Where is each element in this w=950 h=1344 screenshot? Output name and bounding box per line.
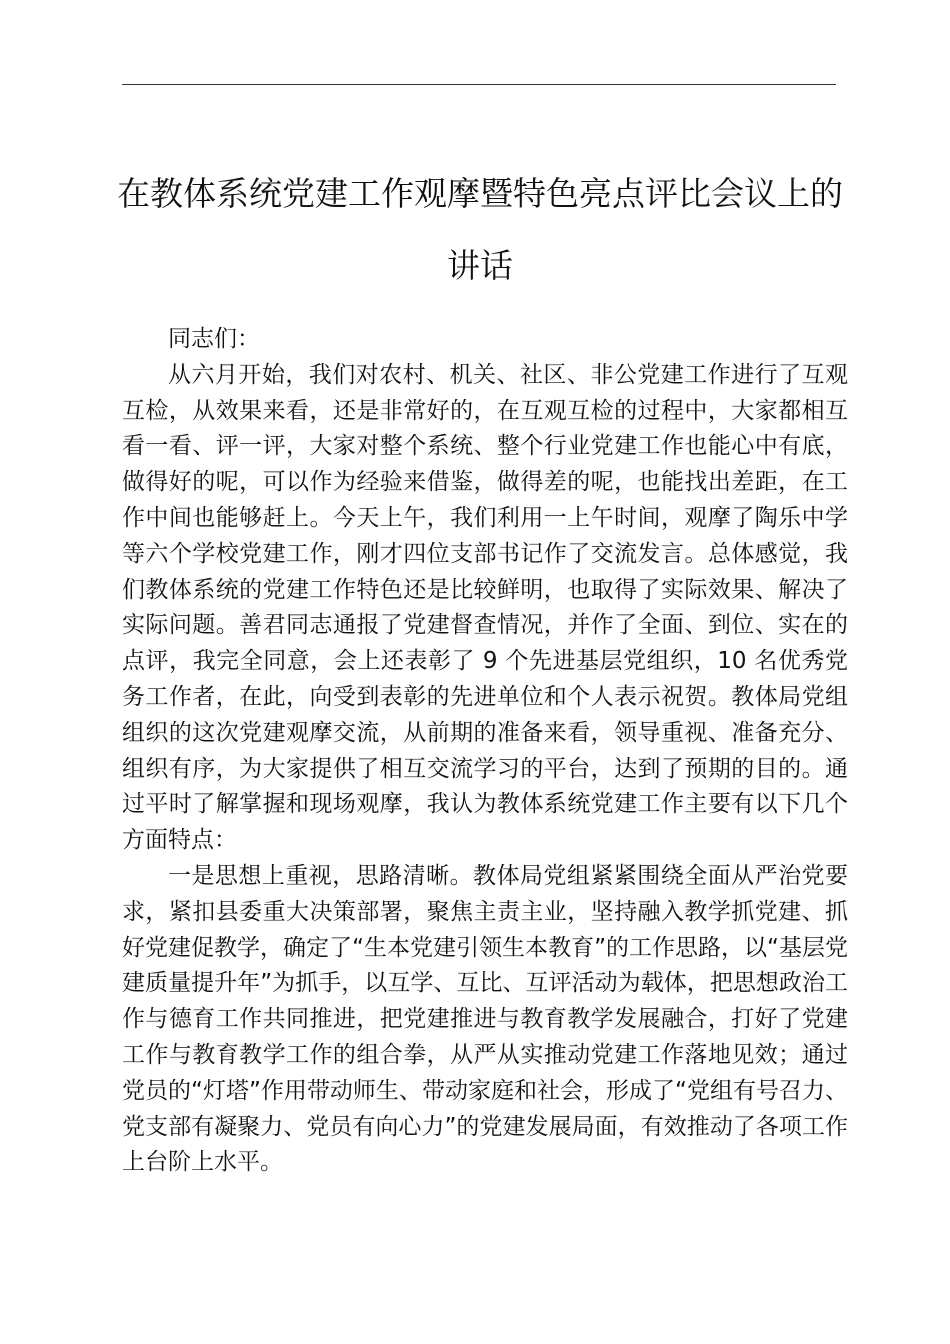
paragraph-1: 从六月开始，我们对农村、机关、社区、非公党建工作进行了互观互检，从效果来看，还是非常好的，在互观互检的过程中，大家都相互看一看、评一评，大家对整个系统、整个行业党建工作也能心中有底，做得好的呢，可以作为经验来借鉴，做得差的呢，也能找出差距，在工作中间也能够赶上。今天上午，我们利用一上午时间，观摩了陶乐中学等六个学校党建工作，刚才四位支部书记作了交流发言。总体感觉，我们教体系统的党建工作特色还是比较鲜明，也取得了实际效果、解决了实际问题。善君同志通报了党建督查情况，并作了全面、到位、实在的点评，我完全同意，会上还表彰了 9 个先进基层党组织，10 名优秀党务工作者，在此，向受到表彰的先进单位和个人表示祝贺。教体局党组组织的这次党建观摩交流，从前期的准备来看，领导重视、准备充分、组织有序，为大家提供了相互交流学习的平台，达到了预期的目的。通过平时了解掌握和现场观摩，我认为教体系统党建工作主要有以下几个方面特点： bbox=[122, 361, 848, 854]
document-title: 在教体系统党建工作观摩暨特色亮点评比会议上的讲话 bbox=[117, 174, 843, 285]
header-rule bbox=[122, 84, 836, 85]
document-body bbox=[122, 322, 848, 1181]
salutation: 同志们： bbox=[168, 326, 260, 352]
paragraph-2: 一是思想上重视，思路清晰。教体局党组紧紧围绕全面从严治党要求，紧扣县委重大决策部署，聚焦主责主业，坚持融入教学抓党建、抓好党建促教学，确定了“生本党建引领生本教育”的工作思路，以“基层党建质量提升年”为抓手，以互学、互比、互评活动为载体，把思想政治工作与德育工作共同推进，把党建推进与教育教学发展融合，打好了党建工作与教育教学工作的组合拳，从严从实推动党建工作落地见效；通过党员的“灯塔”作用带动师生、带动家庭和社会，形成了“党组有号召力、党支部有凝聚力、党员有向心力”的党建发展局面，有效推动了各项工作上台阶上水平。 bbox=[122, 862, 848, 1176]
